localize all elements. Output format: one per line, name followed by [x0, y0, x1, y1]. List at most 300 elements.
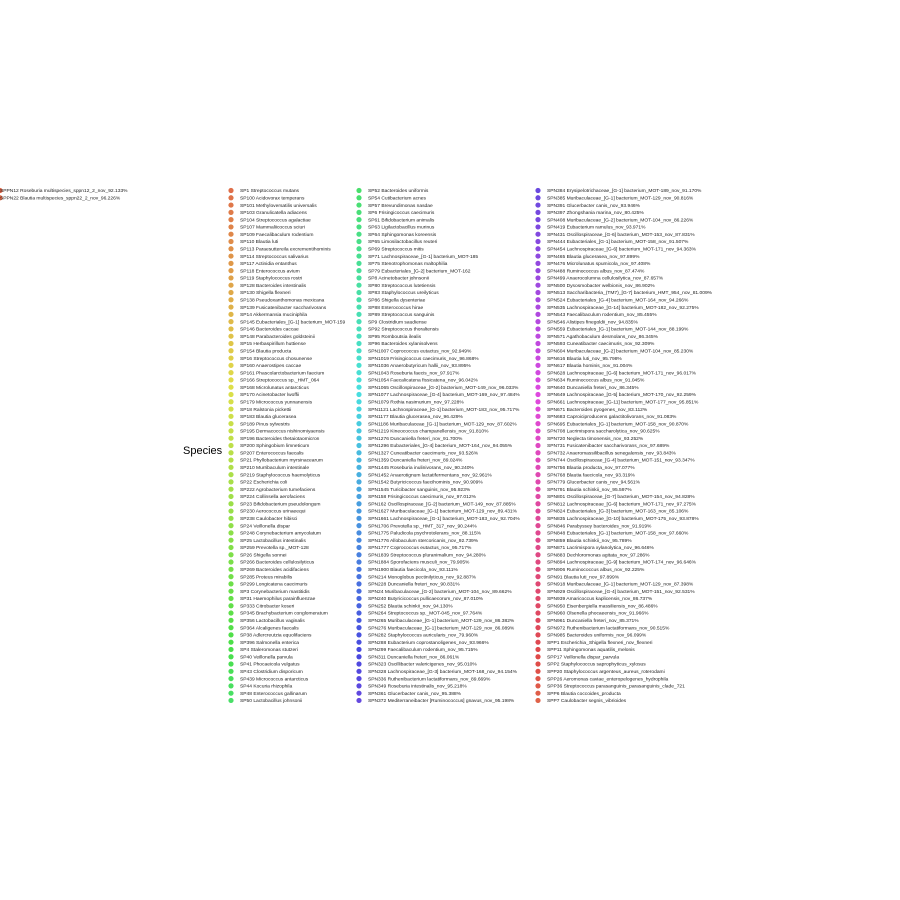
legend-key-dot: [228, 538, 233, 543]
legend-label: SPN336 Ruthenibacterium lactatiformans_nov_89.669%: [368, 677, 491, 683]
legend-key-dot: [535, 428, 540, 433]
legend-label: SP96 Bacteroides xylanisolvens: [368, 342, 438, 348]
legend-key-dot: [356, 421, 361, 426]
legend-label: SP8 Acinetobacter johnsonii: [368, 276, 429, 282]
legend-label: SPN361 Glucerbacter canis_nov_95.388%: [368, 691, 461, 697]
legend-key-dot: [535, 443, 540, 448]
legend-key-dot: [356, 210, 361, 215]
legend-key-dot: [535, 508, 540, 513]
legend-key-dot: [228, 232, 233, 237]
legend-label: SP52 Bacteroides uniformis: [368, 189, 429, 195]
legend-key-dot: [535, 355, 540, 360]
legend-label: SPN1359 Duncaniella freteri_nov_89.024%: [368, 458, 463, 464]
legend-label: SPN1775 Paludicola psychrotolerans_nov_88.115%: [368, 531, 482, 537]
legend-label: SP210 Murribaculum intestinale: [240, 466, 310, 472]
legend-label: SPN634 Ruminococcus albus_nov_91.045%: [547, 378, 645, 384]
legend-label: SPN960 Olsenella phocaeensis_nov_91.966%: [547, 611, 649, 617]
legend-key-dot: [228, 334, 233, 339]
legend-label: SPN524 Eubacteriales_[G-4] bacterium_MOT-164_nov_94.266%: [547, 298, 689, 304]
legend-label: SPN812 Lachnospiraceae_[G-6] bacterium_MOT-171_nov_97.275%: [547, 502, 696, 508]
legend-key-dot: [356, 501, 361, 506]
legend-key-dot: [356, 443, 361, 448]
legend-key-dot: [356, 224, 361, 229]
legend-key-dot: [535, 625, 540, 630]
legend-label: SP222 Agrobacterium tumefaciens: [240, 487, 316, 493]
legend-key-dot: [535, 224, 540, 229]
legend-key-dot: [535, 392, 540, 397]
legend-key-dot: [228, 283, 233, 288]
legend-label: SP364 Alcaligenes faecalis: [240, 626, 299, 632]
legend-key-dot: [356, 304, 361, 309]
legend-label: SP6 Frisingicoccus caecimuris: [368, 211, 435, 217]
legend-label: SPN1121 Lachnospiraceae_[G-1] bacterium_MOT-183_nov_95.717%: [368, 407, 520, 413]
legend-key-dot: [228, 603, 233, 608]
legend-key-dot: [228, 326, 233, 331]
legend-key-dot: [356, 363, 361, 368]
legend-label: SP15 Herbaspirillum huttiense: [240, 342, 306, 348]
legend-key-dot: [228, 421, 233, 426]
legend-key-dot: [356, 516, 361, 521]
legend-label: SPN732 Anaeromassilibacillus senegalensis_nov_93.843%: [547, 451, 676, 457]
legend-key-dot: [356, 589, 361, 594]
legend-label: SPN683 Caproiciproducens galactitolivorans_nov_91.083%: [547, 415, 677, 421]
legend-key-dot: [228, 304, 233, 309]
legend-key-dot: [356, 661, 361, 666]
legend-key-dot: [228, 676, 233, 681]
legend-key-dot: [535, 253, 540, 258]
legend-key-dot: [228, 691, 233, 696]
legend-key-dot: [535, 559, 540, 564]
legend-key-dot: [228, 632, 233, 637]
legend-label: SPN961 Duncaniella freteri_nov_85.371%: [547, 619, 639, 625]
legend-key-dot: [356, 399, 361, 404]
legend-label: SP130 Shigella flexneri: [240, 291, 291, 297]
legend-label: SP439 Micrococcus antarcticus: [240, 677, 309, 683]
legend-label: SP1 Streptococcus mutans: [240, 189, 299, 195]
legend-key-dot: [228, 552, 233, 557]
legend-items: [0, 188, 713, 704]
legend-label: SP166 Streptococcus sp._HMT_064: [240, 378, 320, 384]
legend-label: SP285 Proteus mirabilis: [240, 575, 293, 581]
legend-label: SPN546 Alistipes finegoldii_nov_94.835%: [547, 320, 638, 326]
legend-label: SPN1077 Lachnospiraceae_[G-4] bacterium_MOT-169_nov_97.484%: [368, 393, 520, 399]
legend-key-dot: [535, 661, 540, 666]
legend-label: SPN228 Duncaniella freteri_nov_90.831%: [368, 582, 460, 588]
legend-label: SP101 Methyloversatilis universalis: [240, 203, 317, 209]
legend-key-dot: [535, 275, 540, 280]
legend-label: SP168 Microlunatus antarcticus: [240, 385, 309, 391]
legend-label: SPPN12 Roseburia multispecies_sppn12_2_nov_92.133%: [0, 189, 128, 195]
legend-label: SP22 Escherichia coli: [240, 480, 288, 486]
legend-label: SP86 Shigella dysenteriae: [368, 298, 426, 304]
legend-key-dot: [228, 253, 233, 258]
legend-label: SPN543 Faecalibaculum rodentium_nov_85.455%: [547, 313, 657, 319]
legend-key-dot: [535, 545, 540, 550]
legend-label: SPN801 Oscillospiraceae_[G-7] bacterium_MOT-154_nov_94.828%: [547, 495, 695, 501]
legend-key-dot: [356, 567, 361, 572]
legend-label: SPN883 Dechloromonas agitata_nov_97.286%: [547, 553, 650, 559]
legend-label: SPN1777 Coprococcus eutactus_nov_95.717%: [368, 546, 472, 552]
legend-label: SP100 Acidovorax temperans: [240, 196, 305, 202]
legend-label: SPN282 Staphylococcus auricularis_nov_79.960%: [368, 633, 479, 639]
legend-label: SP138 Pseudoxanthomonas mexicana: [240, 298, 325, 304]
legend-key-dot: [535, 188, 540, 193]
legend-label: SPN1043 Roseburia faecis_nov_97.917%: [368, 371, 460, 377]
legend-label: SPN91 Blautia luti_nov_97.899%: [547, 575, 620, 581]
legend-key-dot: [535, 574, 540, 579]
legend-label: SPN408 Muribaculaceae_[G-2] bacterium_MOT-104_nov_86.226%: [547, 218, 694, 224]
legend-key-dot: [228, 545, 233, 550]
legend-key-dot: [356, 377, 361, 382]
legend-key-dot: [356, 676, 361, 681]
legend-key-dot: [228, 355, 233, 360]
legend-label: SPN1327 Cuneatibacter caecimuris_nov_93.526%: [368, 451, 479, 457]
legend-label: SP117 Actinidia entanthus: [240, 262, 297, 268]
legend-key-dot: [535, 683, 540, 688]
legend-key-dot: [535, 465, 540, 470]
legend-key-dot: [535, 654, 540, 659]
legend-label: SPN513 Saccharibacteria_(TM7)_[G-7] bacterium_HMT_954_nov_81.009%: [547, 291, 713, 297]
legend-label: SPN1036 Anaerobutyricum hallii_nov_93.895%: [368, 364, 471, 370]
legend-label: SPN835 Lachnospiraceae_[G-10] bacterium_MOT-175_nov_93.878%: [547, 517, 699, 523]
legend-label: SPN1776 Allobaculum stercoricanis_nov_92.739%: [368, 538, 479, 544]
legend-label: SPN535 Lachnospiraceae_[G-14] bacterium_MOT-182_nov_92.275%: [547, 305, 699, 311]
legend-label: SPN252 Blautia schinkii_nov_94.130%: [368, 604, 453, 610]
legend-label: SP179 Micrococcus yunnanensis: [240, 400, 313, 406]
legend-key-dot: [535, 603, 540, 608]
legend-label: SPN1839 Streptococcus pluranimalium_nov_94.280%: [368, 553, 486, 559]
legend-label: SP63 Ligilactobacillus murinus: [368, 225, 435, 231]
legend-key-dot: [228, 589, 233, 594]
legend-key-dot: [535, 363, 540, 368]
legend-key-dot: [356, 385, 361, 390]
legend-label: SPN649 Lachnospiraceae_[G-5] bacterium_MOT-170_nov_92.259%: [547, 393, 696, 399]
legend-label: SP259 Prevotella sp._MOT-128: [240, 546, 309, 552]
legend-key-dot: [356, 436, 361, 441]
legend-key-dot: [356, 239, 361, 244]
legend-label: SP109 Faecalibaculum rodentium: [240, 232, 314, 238]
legend-label: SPN158 Frisingicoccus caecimuris_nov_97.012%: [368, 495, 476, 501]
legend-label: SP41 Phocaeicola vulgatus: [240, 662, 300, 668]
legend-label: SPN1884 Sporofaciens musculi_nov_79.905%: [368, 560, 470, 566]
legend-key-dot: [356, 319, 361, 324]
legend-key-dot: [228, 625, 233, 630]
legend-label: SP118 Enterococcus avium: [240, 269, 300, 275]
legend-label: SP107 Mammaliicoccus sciuri: [240, 225, 305, 231]
legend-label: SP95 Romboutsia ilealis: [368, 334, 422, 340]
legend-key-dot: [535, 472, 540, 477]
legend-key-dot: [535, 698, 540, 703]
legend-label: SP21 Phyllobacterium myrsinacearum: [240, 458, 323, 464]
legend-key-dot: [535, 283, 540, 288]
legend-key-dot: [356, 530, 361, 535]
legend-key-dot: [356, 603, 361, 608]
legend-key-dot: [356, 545, 361, 550]
legend-key-dot: [228, 596, 233, 601]
legend-label: SP38 Adlercreutzia equolifaciens: [240, 633, 312, 639]
legend-key-dot: [356, 581, 361, 586]
legend-label: SP3 Corynebacterium mastitidis: [240, 589, 310, 595]
legend-label: SP69 Streptococcus mitis: [368, 247, 424, 253]
legend-key-dot: [535, 516, 540, 521]
legend-key-dot: [356, 669, 361, 674]
legend-key-dot: [228, 428, 233, 433]
legend-key-dot: [228, 559, 233, 564]
legend-label: SP24 Veillonella dispar: [240, 524, 291, 530]
legend-label: SPN1900 Blautia faecicola_nov_93.111%: [368, 568, 458, 574]
legend-key-dot: [228, 530, 233, 535]
legend-key-dot: [356, 457, 361, 462]
legend-label: SPN1065 Oscillospiraceae_[G-2] bacterium_MOT-149_nov_96.033%: [368, 385, 519, 391]
legend-label: SPN385 Muribaculaceae_[G-1] bacterium_MOT-129_nov_90.816%: [547, 196, 694, 202]
legend-key-dot: [228, 385, 233, 390]
legend-key-dot: [535, 450, 540, 455]
legend-label: SP345 Brachybacterium conglomeratum: [240, 611, 328, 617]
legend-label: SPN1177 Blautia glucerasea_nov_96.429%: [368, 415, 463, 421]
legend-key-dot: [535, 610, 540, 615]
legend-key-dot: [228, 450, 233, 455]
legend-label: SP196 Bacteroides thetaiotaomicron: [240, 436, 320, 442]
legend-key-dot: [228, 618, 233, 623]
legend-label: SP92 Streptococcus thoraltensis: [368, 327, 439, 333]
legend-label: SPN1545 Turicibacter sanguinis_nov_95.923%: [368, 487, 471, 493]
legend-key-dot: [535, 457, 540, 462]
legend-label: SPN1186 Muribaculaceae_[G-1] bacterium_MOT-129_nov_87.602%: [368, 422, 517, 428]
legend-key-dot: [535, 552, 540, 557]
legend-label: SPN906 Ruminococcus albus_nov_92.225%: [547, 568, 645, 574]
legend-label: SPN661 Lachnospiraceae_[G-11] bacterium_MOT-177_nov_95.851%: [547, 400, 699, 406]
legend-label: SP31 Haemophilus parainfluenzae: [240, 597, 316, 603]
legend-label: SPN162 Oscillospiraceae_[G-2] bacterium_MOT-149_nov_87.885%: [368, 502, 516, 508]
legend-label: SP110 Blautia luti: [240, 240, 279, 246]
legend-key-dot: [228, 581, 233, 586]
legend-key-dot: [356, 290, 361, 295]
legend-label: SPN500 Dysosmobacter welbionis_nov_86.902%: [547, 283, 655, 289]
legend-key-dot: [356, 691, 361, 696]
legend-label: SP189 Pinus sylvestris: [240, 422, 290, 428]
legend-key-dot: [228, 348, 233, 353]
legend-key-dot: [535, 385, 540, 390]
legend-key-dot: [228, 217, 233, 222]
legend-key-dot: [356, 261, 361, 266]
legend-label: SPN791 Blautia schinkii_nov_95.597%: [547, 487, 632, 493]
legend-key-dot: [356, 523, 361, 528]
legend-label: SP104 Streptococcus agalactiae: [240, 218, 311, 224]
legend-label: SPP20 Staphylococcus argenteus_aureus_roterodami: [547, 670, 665, 676]
legend-key-dot: [356, 574, 361, 579]
legend-key-dot: [228, 465, 233, 470]
legend-key-dot: [535, 268, 540, 273]
legend-key-dot: [356, 683, 361, 688]
legend-label: SPN276 Muribaculaceae_[G-1] bacterium_MOT-129_nov_86.089%: [368, 626, 515, 632]
legend-key-dot: [535, 436, 540, 441]
legend-key-dot: [356, 538, 361, 543]
legend-label: SPN1079 Rothia nasimurium_nov_97.228%: [368, 400, 464, 406]
legend-key-dot: [356, 312, 361, 317]
legend-label: SP224 Collinsella aerofaciens: [240, 495, 305, 501]
legend-key-dot: [228, 574, 233, 579]
legend-label: SPPN22 Blautia multispecies_sppn22_2_nov_96.226%: [0, 196, 121, 202]
legend-label: SPN617 Blautia hominis_nov_91.004%: [547, 364, 633, 370]
legend-key-dot: [356, 698, 361, 703]
legend-label: SP200 Sphingobium limneticum: [240, 444, 310, 450]
legend-key-dot: [535, 581, 540, 586]
legend-label: SP238 Caulobacter hibisci: [240, 517, 298, 523]
legend-key-dot: [535, 312, 540, 317]
legend-key-dot: [228, 436, 233, 441]
legend-key-dot: [228, 195, 233, 200]
legend-label: SP75 Stenotrophomonas maltophilia: [368, 262, 448, 268]
legend-label: SP113 Paraesuttereila excrementihominis: [240, 247, 331, 253]
legend-key-dot: [356, 479, 361, 484]
legend-key-dot: [535, 232, 540, 237]
legend-key-dot: [535, 304, 540, 309]
legend-key-dot: [356, 472, 361, 477]
legend-key-dot: [535, 239, 540, 244]
legend-key-dot: [228, 399, 233, 404]
legend-label: SPN1019 Frisingicoccus caecimuris_nov_96.868%: [368, 356, 479, 362]
legend-key-dot: [228, 567, 233, 572]
legend-label: SP119 Staphylococcus rostri: [240, 276, 303, 282]
legend-label: SP154 Blautia producta: [240, 349, 292, 355]
legend-label: SP44 Kocuria rhizophila: [240, 684, 293, 690]
legend-key-dot: [356, 326, 361, 331]
legend-label: SP269 Bacteroides acidifaciens: [240, 568, 309, 574]
legend-label: SPN972 Ruthenibacterium lactatiformans_nov_90.515%: [547, 626, 670, 632]
legend-key-dot: [228, 610, 233, 615]
legend-label: SPN397 Zhongshania marina_nov_80.425%: [547, 211, 644, 217]
legend-key-dot: [535, 523, 540, 528]
legend-label: SP160 Anaerostipes caccae: [240, 364, 302, 370]
legend-key-dot: [356, 283, 361, 288]
legend-key-dot: [535, 202, 540, 207]
legend-label: SPN950 Eisenbergiella massiliensis_nov_86.486%: [547, 604, 658, 610]
legend-key-dot: [228, 377, 233, 382]
legend-label: SPN349 Roseburia intestinalis_nov_95.218%: [368, 684, 467, 690]
legend-key-dot: [356, 217, 361, 222]
legend-key-dot: [228, 210, 233, 215]
legend-label: SP170 Acinetobacter lwoffii: [240, 393, 300, 399]
legend-key-dot: [356, 414, 361, 419]
legend-key-dot: [356, 275, 361, 280]
legend-label: SPP36 Streptococcus parasanguinis_parasanguinis_clade_721: [547, 684, 685, 690]
legend-label: SPN488 Ruminococcus albus_nov_87.474%: [547, 269, 645, 275]
legend-label: SPN640 Duncaniella freteri_nov_86.345%: [547, 385, 639, 391]
legend-key-dot: [228, 654, 233, 659]
legend-label: SPN24 Muribaculaceae_[G-2] bacterium_MOT-104_nov_89.662%: [368, 589, 512, 595]
legend-label: SP219 Staphylococcus haemolyticus: [240, 473, 321, 479]
legend-label: SPN918 Muribaculaceae_[G-1] bacterium_MOT-129_nov_87.398%: [547, 582, 694, 588]
legend-label: SPN848 Eubacteriales_[G-1] bacterium_MOT-158_nov_97.660%: [547, 531, 689, 537]
legend-key-dot: [356, 450, 361, 455]
legend-key-dot: [356, 625, 361, 630]
legend-key-dot: [535, 669, 540, 674]
legend-label: SPN1219 Kineococcus champanellensis_nov_91.810%: [368, 429, 489, 435]
legend-key-dot: [228, 508, 233, 513]
legend-label: SP396 Salmonella enterica: [240, 640, 299, 646]
legend-label: SP50 Lactobacillus johnsonii: [240, 699, 303, 705]
legend-key-dot: [356, 508, 361, 513]
legend-label: SPN708 Lacrimispora saccharolytica_nov_90.625%: [547, 429, 660, 435]
legend-label: SPN1706 Prevotella sp._HMT_317_nov_90.244%: [368, 524, 477, 530]
legend-label: SP207 Enterococcus faecalis: [240, 451, 304, 457]
legend-label: SPP2 Staphylococcus saprophyticus_xylosus: [547, 662, 646, 668]
legend-key-dot: [228, 224, 233, 229]
legend-key-dot: [356, 552, 361, 557]
legend-key-dot: [356, 406, 361, 411]
legend-label: SPN240 Butyricicoccus pullicaecorum_nov_87.010%: [368, 597, 483, 603]
legend-key-dot: [228, 239, 233, 244]
legend-key-dot: [228, 647, 233, 652]
legend-key-dot: [228, 516, 233, 521]
legend-label: SP25 Lactobacillus intestinalis: [240, 538, 306, 544]
legend-label: SPN1452 Anaerotignum lactatifermentans_nov_92.961%: [368, 473, 492, 479]
legend-label: SPN265 Muribaculaceae_[G-1] bacterium_MOT-129_nov_86.382%: [368, 619, 515, 625]
legend-key-dot: [356, 348, 361, 353]
legend-key-dot: [535, 589, 540, 594]
legend-key-dot: [356, 355, 361, 360]
legend-key-dot: [228, 297, 233, 302]
legend-label: SP14 Akkermansia muciniphila: [240, 313, 308, 319]
legend-label: SP16 Streptococcus chosunense: [240, 356, 313, 362]
legend-key-dot: [356, 297, 361, 302]
legend-label: SPP7 Caulobacter segnis_vibrioides: [547, 699, 627, 705]
legend-key-dot: [356, 268, 361, 273]
legend-key-dot: [228, 275, 233, 280]
legend-key-dot: [228, 312, 233, 317]
legend-label: SPN731 Fusicatenibacter saccharivorans_nov_97.689%: [547, 444, 670, 450]
legend-key-dot: [535, 640, 540, 645]
legend-key-dot: [356, 465, 361, 470]
legend-label: SPN419 Eubacterium ramulus_nov_93.971%: [547, 225, 646, 231]
legend-label: SPN1007 Coprococcus eutactus_nov_92.949%: [368, 349, 472, 355]
legend-label: SPN391 Glucerbacter canis_nov_93.946%: [547, 203, 640, 209]
legend-key-dot: [228, 698, 233, 703]
legend-label: SPN871 Lacrimispora xylanolytica_nov_96.646%: [547, 546, 654, 552]
legend-label: SPN929 Oscillospiraceae_[G-4] bacterium_MOT-151_nov_92.531%: [547, 589, 695, 595]
legend-key-dot: [228, 370, 233, 375]
legend-key-dot: [535, 479, 540, 484]
legend-key-dot: [356, 610, 361, 615]
legend-label: SPN431 Oscillospiraceae_[G-6] bacterium_MOT-153_nov_87.831%: [547, 232, 695, 238]
legend-label: SP64 Sphingomonas koreensis: [368, 232, 437, 238]
legend-key-dot: [356, 640, 361, 645]
legend-key-dot: [356, 487, 361, 492]
legend-label: SPN779 Glucerbacter canis_nov_94.561%: [547, 480, 640, 486]
legend-label: SPN571 Agathobaculum desmolans_nov_86.345%: [547, 334, 658, 340]
legend-label: SP139 Fusicatenibacter saccharivorans: [240, 305, 327, 311]
legend-label: SPN444 Eubacteriales_[G-1] bacterium_MOT-158_nov_91.507%: [547, 240, 689, 246]
legend-label: SPN604 Muribaculaceae_[G-2] bacterium_MOT-104_nov_85.230%: [547, 349, 694, 355]
legend-label: SPN1542 Butyricicoccus faecihominis_nov_90.909%: [368, 480, 483, 486]
legend-label: SP4 Staleromonas stutzeri: [240, 648, 298, 654]
legend-label: SP54 Cutibacterium acnes: [368, 196, 426, 202]
legend-label: SP48 Enterococcus gallinarum: [240, 691, 307, 697]
legend-label: SPN695 Eubacteriales_[G-1] bacterium_MOT-158_nov_90.870%: [547, 422, 689, 428]
legend-key-dot: [535, 538, 540, 543]
legend-key-dot: [356, 618, 361, 623]
legend-label: SP83 Staphylococcus ureilyticus: [368, 291, 439, 297]
legend-label: SPN454 Lachnospiraceae_[G-6] bacterium_MOT-171_nov_94.363%: [547, 247, 696, 253]
legend-label: SPN1661 Lachnospiraceae_[G-1] bacterium_MOT-183_nov_92.704%: [368, 517, 520, 523]
legend-label: SP23 Bifidobacterium pseudolongum: [240, 502, 321, 508]
legend-key-dot: [535, 406, 540, 411]
legend-label: SPN311 Duncaniella freteri_nov_86.061%: [368, 655, 460, 661]
legend-key-dot: [535, 567, 540, 572]
legend-label: SPN1445 Roseburia inulinivorans_nov_90.240%: [368, 466, 474, 472]
legend-key-dot: [228, 392, 233, 397]
legend-label: SP89 Streptococcus sanguinis: [368, 313, 435, 319]
